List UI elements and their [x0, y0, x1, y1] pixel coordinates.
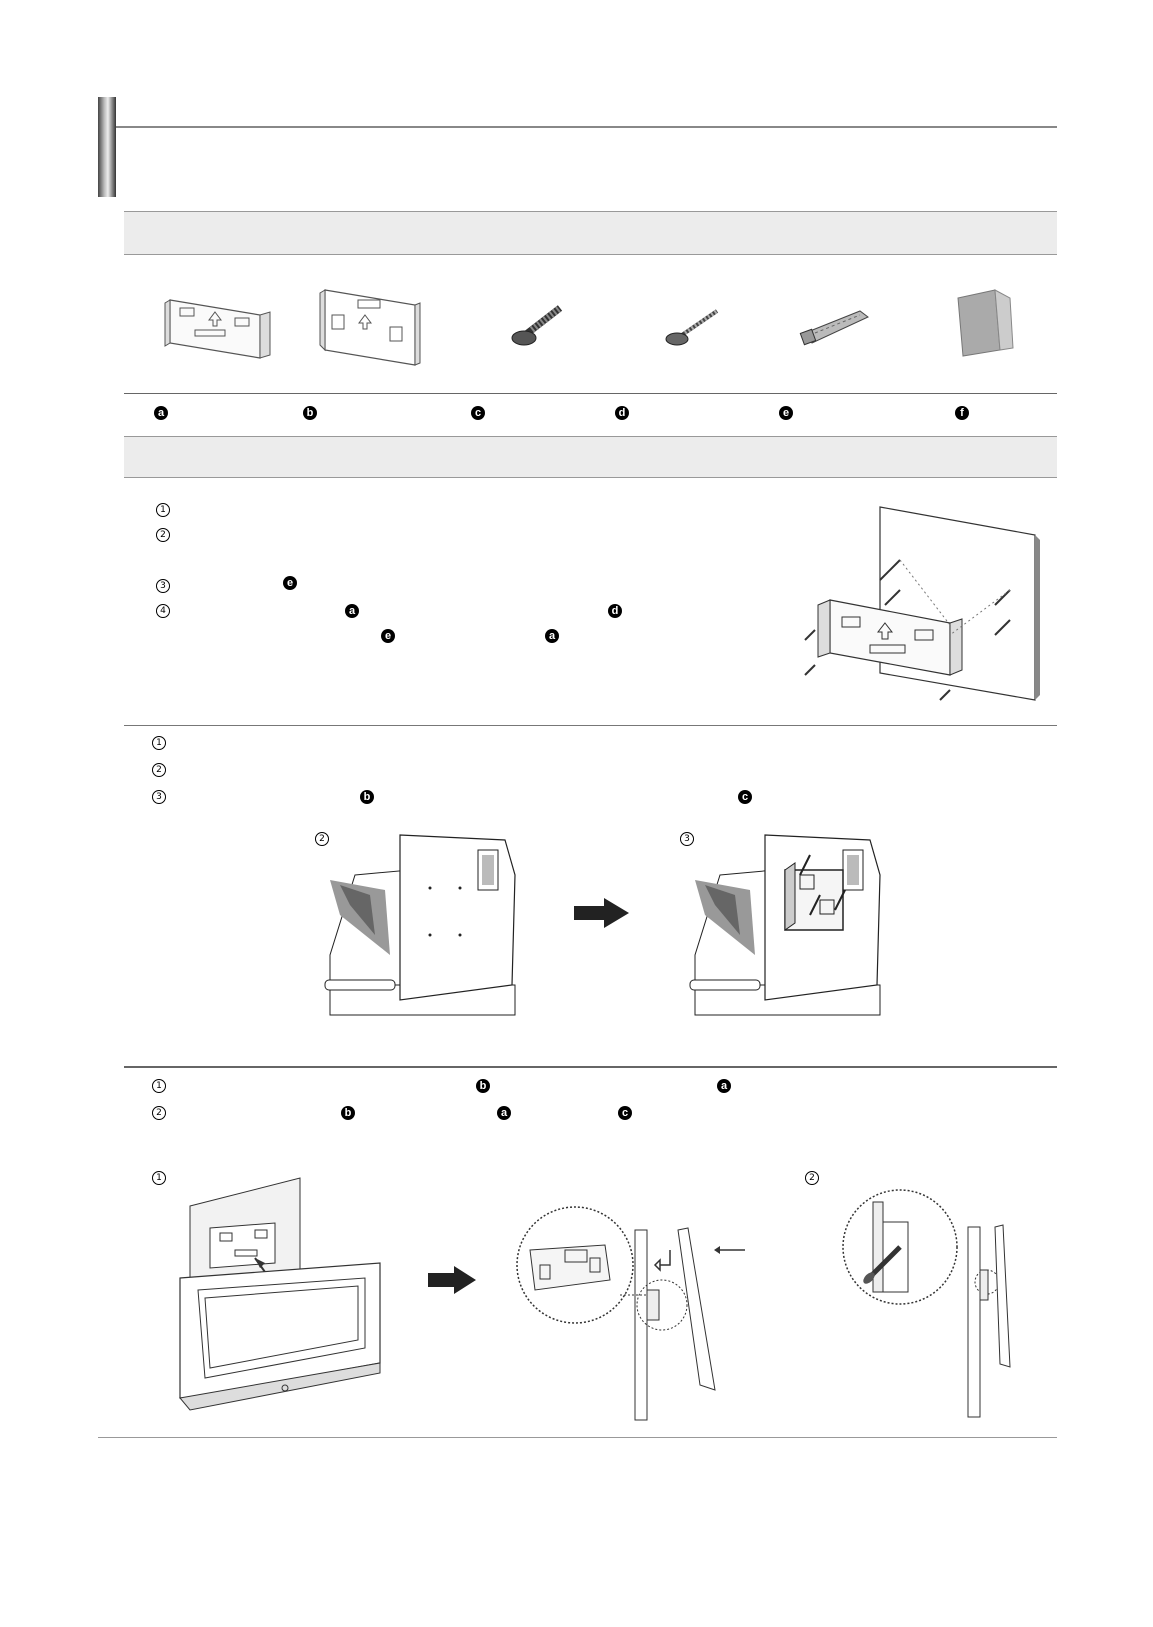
- s1-step-4: 4: [156, 604, 170, 618]
- section3-rule: [124, 1066, 1057, 1068]
- part-label-b: b: [303, 406, 317, 420]
- machine-screw-icon: [510, 300, 570, 350]
- wall-mount-illustration: [810, 505, 1050, 710]
- part-label-c: c: [471, 406, 485, 420]
- s2-ref-b: b: [360, 790, 374, 804]
- part-label-e: e: [779, 406, 793, 420]
- wall-bracket-icon: [165, 290, 275, 360]
- s1-ref-e: e: [283, 576, 297, 590]
- part-label-a: a: [154, 406, 168, 420]
- tv-holder-icon: [320, 285, 425, 370]
- right-arrow-icon-2: [428, 1266, 476, 1294]
- s3-ref-a-1: a: [717, 1079, 731, 1093]
- wood-screw-icon: [665, 305, 725, 350]
- header-rule: [116, 126, 1057, 128]
- footer-rule: [98, 1437, 1057, 1438]
- fig2-label: 2: [315, 832, 329, 846]
- s2-ref-c: c: [738, 790, 752, 804]
- section2-rule: [124, 725, 1057, 726]
- section-side-bar: [98, 97, 116, 197]
- s3-ref-b-1: b: [476, 1079, 490, 1093]
- part-label-d: d: [615, 406, 629, 420]
- s2-step-3: 3: [152, 790, 166, 804]
- parts-rule: [124, 393, 1057, 394]
- screw-closeup-illustration: [845, 1192, 1015, 1417]
- wall-anchor-icon: [800, 303, 875, 348]
- template-sheet-icon: [955, 288, 1015, 358]
- s1-step-2: 2: [156, 528, 170, 542]
- s1-ref-e-2: e: [381, 629, 395, 643]
- band1-bottom-rule: [124, 254, 1057, 255]
- s1-ref-a-2: a: [545, 629, 559, 643]
- installation-band: [124, 437, 1057, 477]
- s1-ref-a-1: a: [345, 604, 359, 618]
- tv-back-holder-illustration: [695, 835, 905, 1020]
- side-view-magnified-illustration: [510, 1210, 750, 1420]
- s1-ref-d: d: [608, 604, 622, 618]
- fig-mount1-label: 1: [152, 1171, 166, 1185]
- band2-bottom-rule: [124, 477, 1057, 478]
- s3-ref-a-2: a: [497, 1106, 511, 1120]
- s3-ref-c: c: [618, 1106, 632, 1120]
- s1-step-1: 1: [156, 503, 170, 517]
- s3-step-2: 2: [152, 1106, 166, 1120]
- tv-back-illustration: [330, 835, 540, 1020]
- right-arrow-icon: [574, 898, 629, 928]
- components-band: [124, 212, 1057, 254]
- s2-step-1: 1: [152, 736, 166, 750]
- fig3-label: 3: [680, 832, 694, 846]
- s3-ref-b-2: b: [341, 1106, 355, 1120]
- s2-step-2: 2: [152, 763, 166, 777]
- tv-hanging-illustration: [180, 1178, 385, 1413]
- part-label-f: f: [955, 406, 969, 420]
- s1-step-3: 3: [156, 579, 170, 593]
- s3-step-1: 1: [152, 1079, 166, 1093]
- fig-mount2-label: 2: [805, 1171, 819, 1185]
